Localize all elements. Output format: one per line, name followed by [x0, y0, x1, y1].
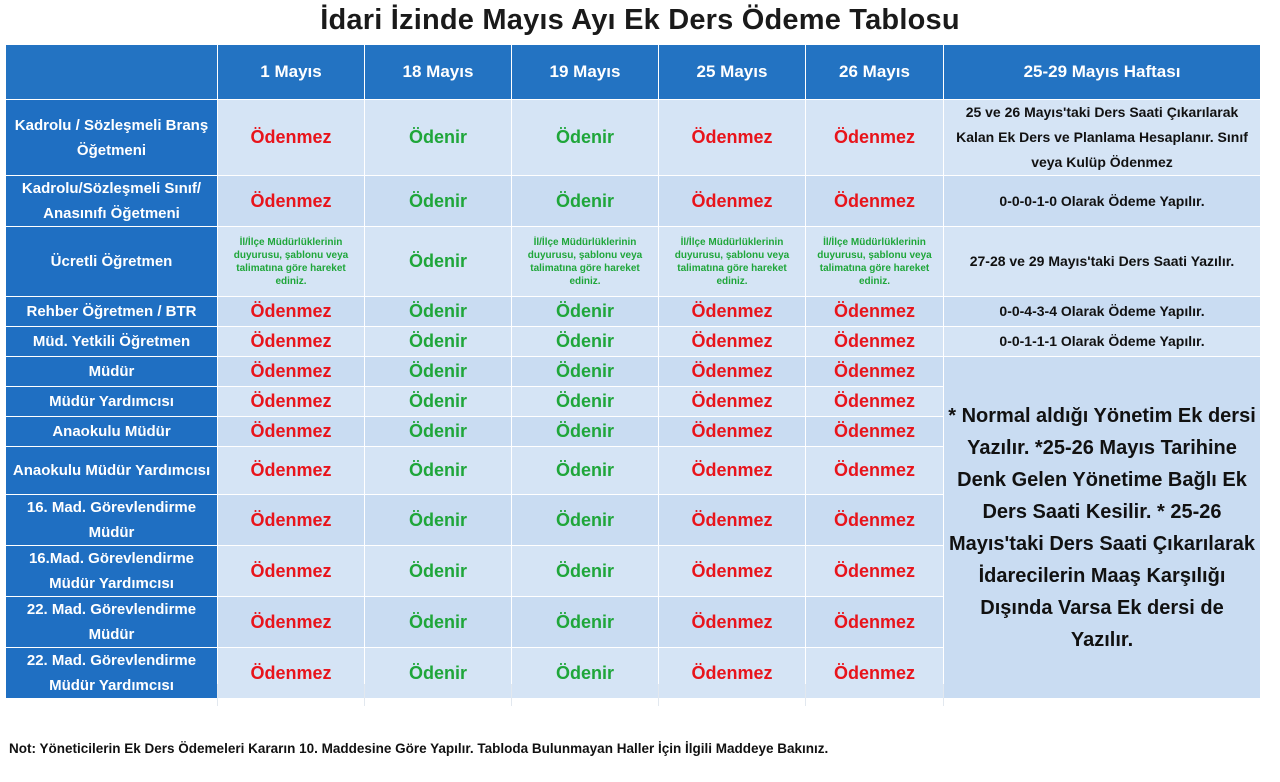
status-odenmez: Ödenmez [218, 100, 365, 176]
status-odenmez: Ödenmez [806, 495, 944, 546]
status-odenir: Ödenir [365, 447, 512, 495]
status-odenir: Ödenir [365, 227, 512, 297]
status-odenmez: Ödenmez [659, 495, 806, 546]
status-odenmez: Ödenmez [806, 597, 944, 648]
row-label: Müdür [6, 357, 218, 387]
status-odenmez: Ödenmez [218, 648, 365, 699]
row-label: Ücretli Öğretmen [6, 227, 218, 297]
status-odenmez: Ödenmez [806, 176, 944, 227]
status-odenir: Ödenir [512, 417, 659, 447]
instruction-text: İl/İlçe Müdürlüklerinin duyurusu, şablonu veya talimatına göre hareket ediniz. [659, 227, 806, 297]
table-row [6, 227, 1261, 297]
status-odenir: Ödenir [365, 176, 512, 227]
status-odenir: Ödenir [512, 546, 659, 597]
status-odenmez: Ödenmez [806, 417, 944, 447]
status-odenmez: Ödenmez [659, 597, 806, 648]
status-odenmez: Ödenmez [806, 387, 944, 417]
status-odenmez: Ödenmez [659, 327, 806, 357]
status-odenmez: Ödenmez [218, 357, 365, 387]
status-odenir: Ödenir [512, 100, 659, 176]
status-odenir: Ödenir [365, 417, 512, 447]
status-odenir: Ödenir [512, 297, 659, 327]
table-row [6, 327, 1261, 357]
grid-stub [511, 684, 512, 706]
row-label: Kadrolu / Sözleşmeli Branş Öğetmeni [6, 100, 218, 176]
status-odenmez: Ödenmez [806, 546, 944, 597]
header-25-29-mayis-haftasi: 25-29 Mayıs Haftası [944, 45, 1261, 100]
status-odenmez: Ödenmez [659, 100, 806, 176]
page-title: İdari İzinde Mayıs Ayı Ek Ders Ödeme Tablosu [320, 4, 960, 36]
status-odenmez: Ödenmez [218, 387, 365, 417]
footer-note: Not: Yöneticilerin Ek Ders Ödemeleri Kararın 10. Maddesine Göre Yapılır. Tabloda Bulunmayan Haller İçin İlgili Maddeye Bakınız. [9, 741, 829, 756]
status-odenmez: Ödenmez [659, 447, 806, 495]
status-odenmez: Ödenmez [806, 297, 944, 327]
status-odenmez: Ödenmez [659, 648, 806, 699]
status-odenir: Ödenir [512, 387, 659, 417]
row-label: 16.Mad. Görevlendirme Müdür Yardımcısı [6, 546, 218, 597]
weekly-note: 25 ve 26 Mayıs'taki Ders Saati Çıkarılarak Kalan Ek Ders ve Planlama Hesaplanır. Sınıf veya Kulüp Ödenmez [944, 100, 1261, 176]
status-odenmez: Ödenmez [659, 387, 806, 417]
status-odenmez: Ödenmez [659, 546, 806, 597]
header-18-mayis: 18 Mayıs [365, 45, 512, 100]
status-odenmez: Ödenmez [659, 357, 806, 387]
header-1-mayis: 1 Mayıs [218, 45, 365, 100]
status-odenmez: Ödenmez [218, 176, 365, 227]
header-26-mayis: 26 Mayıs [806, 45, 944, 100]
status-odenmez: Ödenmez [218, 597, 365, 648]
header-25-mayis: 25 Mayıs [659, 45, 806, 100]
instruction-text: İl/İlçe Müdürlüklerinin duyurusu, şablonu veya talimatına göre hareket ediniz. [806, 227, 944, 297]
status-odenir: Ödenir [512, 176, 659, 227]
instruction-text: İl/İlçe Müdürlüklerinin duyurusu, şablonu veya talimatına göre hareket ediniz. [218, 227, 365, 297]
payment-table [5, 44, 1261, 699]
status-odenir: Ödenir [512, 447, 659, 495]
table-row [6, 297, 1261, 327]
weekly-note: 27-28 ve 29 Mayıs'taki Ders Saati Yazılır. [944, 227, 1261, 297]
status-odenmez: Ödenmez [806, 357, 944, 387]
status-odenir: Ödenir [365, 648, 512, 699]
header-corner [6, 45, 218, 100]
row-label: 16. Mad. Görevlendirme Müdür [6, 495, 218, 546]
row-label: 22. Mad. Görevlendirme Müdür [6, 597, 218, 648]
status-odenir: Ödenir [512, 648, 659, 699]
status-odenir: Ödenir [365, 100, 512, 176]
status-odenir: Ödenir [512, 495, 659, 546]
grid-stub [217, 684, 218, 706]
status-odenmez: Ödenmez [659, 176, 806, 227]
grid-stub [943, 684, 944, 706]
status-odenir: Ödenir [512, 357, 659, 387]
weekly-note: 0-0-1-1-1 Olarak Ödeme Yapılır. [944, 327, 1261, 357]
status-odenir: Ödenir [365, 327, 512, 357]
status-odenir: Ödenir [365, 597, 512, 648]
header-19-mayis: 19 Mayıs [512, 45, 659, 100]
grid-stub [658, 684, 659, 706]
status-odenmez: Ödenmez [218, 495, 365, 546]
row-label: Anaokulu Müdür [6, 417, 218, 447]
status-odenir: Ödenir [365, 297, 512, 327]
instruction-text: İl/İlçe Müdürlüklerinin duyurusu, şablonu veya talimatına göre hareket ediniz. [512, 227, 659, 297]
row-label: Müd. Yetkili Öğretmen [6, 327, 218, 357]
status-odenir: Ödenir [365, 495, 512, 546]
status-odenmez: Ödenmez [218, 546, 365, 597]
status-odenmez: Ödenmez [218, 297, 365, 327]
row-label: Rehber Öğretmen / BTR [6, 297, 218, 327]
row-label: Müdür Yardımcısı [6, 387, 218, 417]
administrator-note: * Normal aldığı Yönetim Ek dersi Yazılır. *25-26 Mayıs Tarihine Denk Gelen Yönetime Bağlı Ek Ders Saati Kesilir. * 25-26 Mayıs'taki Ders Saati Çıkarılarak İdarecilerin Maaş Karşılığı Dışında Varsa Ek dersi de Yazılır. [944, 357, 1261, 699]
grid-stub [364, 684, 365, 706]
status-odenmez: Ödenmez [218, 327, 365, 357]
header-row [6, 45, 1261, 100]
row-label: Anaokulu Müdür Yardımcısı [6, 447, 218, 495]
weekly-note: 0-0-0-1-0 Olarak Ödeme Yapılır. [944, 176, 1261, 227]
status-odenmez: Ödenmez [806, 100, 944, 176]
row-label: 22. Mad. Görevlendirme Müdür Yardımcısı [6, 648, 218, 699]
table-row [6, 357, 1261, 387]
status-odenmez: Ödenmez [806, 648, 944, 699]
status-odenir: Ödenir [512, 327, 659, 357]
status-odenir: Ödenir [365, 387, 512, 417]
weekly-note: 0-0-4-3-4 Olarak Ödeme Yapılır. [944, 297, 1261, 327]
status-odenmez: Ödenmez [659, 297, 806, 327]
status-odenir: Ödenir [512, 597, 659, 648]
row-label: Kadrolu/Sözleşmeli Sınıf/ Anasınıfı Öğetmeni [6, 176, 218, 227]
grid-stub [805, 684, 806, 706]
status-odenmez: Ödenmez [659, 417, 806, 447]
status-odenmez: Ödenmez [806, 447, 944, 495]
table-row [6, 100, 1261, 176]
status-odenir: Ödenir [365, 357, 512, 387]
table-row [6, 176, 1261, 227]
status-odenir: Ödenir [365, 546, 512, 597]
status-odenmez: Ödenmez [218, 417, 365, 447]
status-odenmez: Ödenmez [806, 327, 944, 357]
status-odenmez: Ödenmez [218, 447, 365, 495]
